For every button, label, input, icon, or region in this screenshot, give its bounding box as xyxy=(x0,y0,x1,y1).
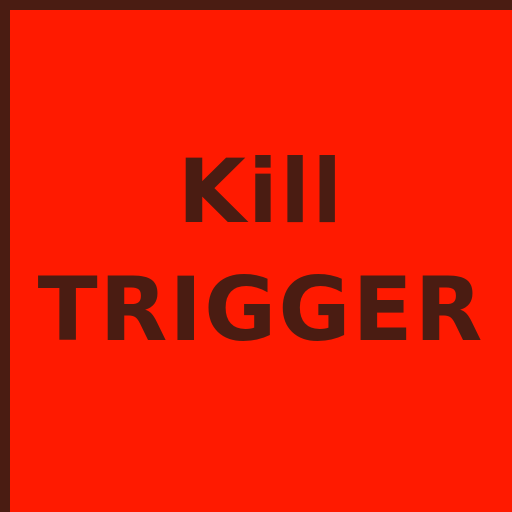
title-line-kill: Kill xyxy=(177,140,345,243)
title-line-trigger: TRIGGER xyxy=(37,258,485,361)
